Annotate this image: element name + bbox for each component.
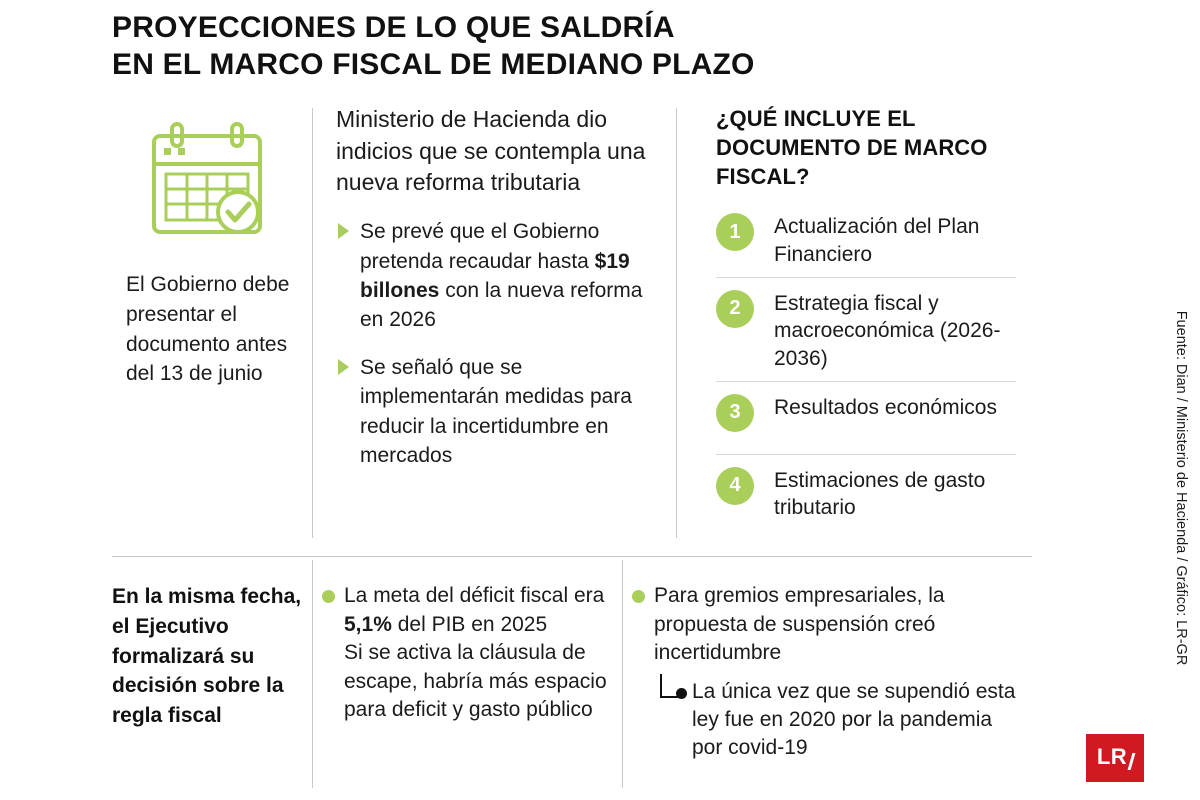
right-column-heading: ¿QUÉ INCLUYE EL DOCUMENTO DE MARCO FISCAL? — [716, 106, 988, 190]
left-column-text: El Gobierno debe presentar el documento antes del 13 de junio — [126, 273, 290, 386]
calendar-check-icon — [142, 116, 302, 251]
middle-bullet-2-text: Se señaló que se implementarán medidas para reducir la incertidumbre en mercados — [360, 355, 632, 467]
bottom-right-bullet — [632, 582, 1022, 668]
left-column — [112, 110, 302, 386]
horizontal-divider — [112, 556, 1032, 557]
logo-la-republica — [1086, 734, 1144, 782]
triangle-bullet-icon — [338, 359, 349, 375]
middle-bullet-1 — [336, 217, 666, 335]
list-separator — [716, 277, 1016, 278]
list-item — [716, 288, 1016, 373]
middle-bullet-2 — [336, 353, 666, 471]
number-badge: 2 — [716, 290, 754, 328]
number-badge: 4 — [716, 467, 754, 505]
triangle-bullet-icon — [338, 223, 349, 239]
page-title — [112, 10, 972, 83]
bottom-middle-bullet-highlight: 5,1% — [344, 612, 392, 636]
middle-bullet-1-prefix: Se prevé que el Gobierno pretenda recaudar hasta — [360, 220, 600, 273]
list-separator — [716, 381, 1016, 382]
bottom-middle-bullet — [322, 582, 612, 639]
bottom-middle-paragraph: Si se activa la cláusula de escape, habría más espacio para deficit y gasto público — [344, 641, 607, 722]
right-column — [716, 104, 1016, 530]
middle-bullet-1-suffix: con la nueva reforma en 2026 — [360, 278, 643, 332]
middle-column — [336, 104, 666, 470]
list-item-label: Actualización del Plan Financiero — [774, 215, 980, 266]
number-badge: 3 — [716, 394, 754, 432]
middle-column-heading: Ministerio de Hacienda dio indicios que se contempla una nueva reforma tributaria — [336, 106, 646, 196]
page-title-line-2: EN EL MARCO FISCAL DE MEDIANO PLAZO — [112, 47, 755, 81]
column-divider-4 — [622, 560, 623, 788]
source-credit — [1170, 280, 1192, 720]
bottom-right-subnote — [660, 678, 1022, 762]
list-item-label: Estimaciones de gasto tributario — [774, 468, 986, 520]
bottom-right-bullet-text: Para gremios empresariales, la propuesta de suspensión creó incertidumbre — [654, 584, 945, 665]
list-item — [716, 392, 1016, 446]
dot-bullet-icon — [632, 590, 645, 603]
bottom-left-text: En la misma fecha, el Ejecutivo formalizará su decisión sobre la regla fiscal — [112, 585, 302, 728]
bottom-middle-bullet-suffix: del PIB en 2025 — [391, 612, 548, 636]
list-item — [716, 211, 1016, 268]
list-separator — [716, 454, 1016, 455]
source-credit-text: Fuente: Dian / Ministerio de Hacienda / Gráfico: LR-GR — [1173, 310, 1189, 666]
list-item-label: Resultados económicos — [774, 395, 997, 419]
list-item — [716, 465, 1016, 522]
bottom-middle-bullet-prefix: La meta del déficit fiscal era — [344, 584, 605, 607]
column-divider-3 — [312, 560, 313, 788]
column-divider-2 — [676, 108, 677, 538]
logo-text: LR — [1096, 744, 1128, 769]
page-title-line-1: PROYECCIONES DE LO QUE SALDRÍA — [112, 11, 675, 44]
bottom-right-column — [632, 582, 1022, 762]
bottom-right-subnote-text: La única vez que se supendió esta ley fue en 2020 por la pandemia por covid-19 — [692, 679, 1016, 759]
right-column-list — [716, 211, 1016, 522]
dot-bullet-icon — [322, 590, 335, 603]
bottom-middle-column — [322, 582, 612, 725]
logo-slash-icon — [1128, 753, 1136, 770]
middle-bullet-1-highlight: $19 billones — [360, 249, 630, 302]
black-dot-bullet-icon — [676, 688, 687, 699]
number-badge: 1 — [716, 213, 754, 251]
list-item-label: Estrategia fiscal y macroeconómica (2026-2036) — [774, 291, 1001, 370]
column-divider-1 — [312, 108, 313, 538]
